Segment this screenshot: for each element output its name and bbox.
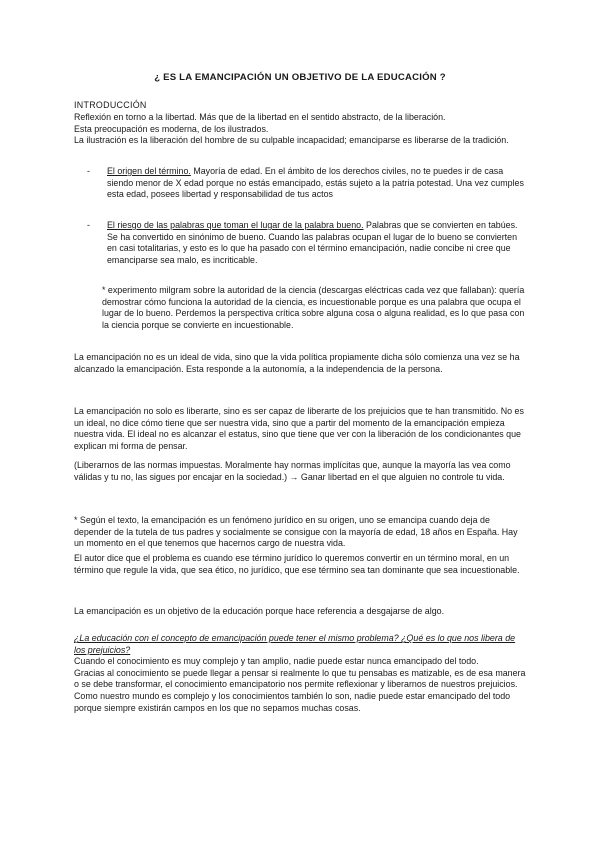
- question-section: [74, 633, 526, 714]
- section-heading: INTRODUCCIÓN: [74, 100, 147, 110]
- note-text: * experimento milgram sobre la autoridad de la ciencia (descargas eléctricas cada vez que fallaban): quería demostrar cómo funciona la autoridad de la ciencia, es incuestionable porque es una palabra que ocupa el lugar de lo bueno. Perdemos la perspectiva crítica sobre alguna cosa o alguna realidad, es lo que pasa con la ciencia porque se convierte en incuestionable.: [102, 285, 525, 330]
- bullet-body: [107, 220, 526, 266]
- bullet-dash: -: [87, 220, 90, 230]
- bullet-body: [107, 166, 526, 201]
- intro-section: [74, 100, 526, 147]
- answer-line: Cuando el conocimiento es muy complejo y tan amplio, nadie puede estar nunca emancipado del todo.: [74, 656, 479, 667]
- intro-line: Esta preocupación es moderna, de los ilustrados.: [74, 123, 269, 134]
- bullet-text: Palabras que se convierten en tabúes. Se ha convertido en sinónimo de bueno. Cuando las palabras ocupan el lugar de lo bueno se convierten en casi totalitarias, y esto es lo que ha pasado con el término emancipación, nadie concibe ni cree que emanciparse sea malo, es incriticable.: [107, 220, 518, 265]
- bullet-heading: El riesgo de las palabras que toman el lugar de la palabra bueno.: [107, 220, 364, 230]
- paragraph: La emancipación no es un ideal de vida, sino que la vida política propiamente dicha sólo comienza una vez se ha alcanzado la emancipación. Esta responde a la autonomía, a la independencia de la persona.: [74, 352, 520, 374]
- bullet-text: Mayoría de edad. En el ámbito de los derechos civiles, no te puedes ir de casa siendo menor de X edad porque no estás emancipado, estás sujeto a la patria potestad. Una vez cumples esta edad, posees libertad y responsabilidad de tus actos: [107, 166, 524, 200]
- answer-line: Gracias al conocimiento se puede llegar a pensar si realmente lo que tu pensabas es matizable, es de esa manera o se debe transformar, el conocimiento emancipatorio nos permite reflexionar y liberarnos de nuestros prejuicios.: [74, 667, 526, 690]
- paragraph: * Según el texto, la emancipación es un fenómeno jurídico en su origen, uno se emancipa cuando deja de depender de la tutela de tus padres y socialmente se consigue con la mayoría de edad, 18 años en España. Hay un momento en el que tenemos que hacernos cargo de nuestra vida.: [74, 515, 518, 549]
- bullet-dash: -: [87, 166, 90, 176]
- intro-line: Reflexión en torno a la libertad. Más que de la libertad en el sentido abstracto, de la liberación.: [74, 112, 446, 123]
- paragraph: La emancipación no solo es liberarte, sino es ser capaz de liberarte de los prejuicios que te han transmitido. No es un ideal, no dice cómo tiene que ser nuestra vida, sino que a partir del momento de la emancipación empieza nuestra vida. El ideal no es alcanzar el estatus, sino que tiene que ver con la liberación de los condicionantes que explican mi forma de pensar.: [74, 406, 524, 451]
- paragraph: El autor dice que el problema es cuando ese término jurídico lo queremos convertir en un término moral, en un término que regule la vida, que sea ético, no jurídico, que ese término sea tan dominante que sea incuestionable.: [74, 553, 520, 575]
- bullet-item: [74, 220, 526, 266]
- bullet-heading: El origen del término.: [107, 166, 191, 176]
- document-title: ¿ ES LA EMANCIPACIÓN UN OBJETIVO DE LA EDUCACIÓN ?: [154, 72, 446, 83]
- answer-line: Como nuestro mundo es complejo y los conocimientos también lo son, nadie puede estar emancipado del todo porque siempre existirán campos en los que no sepamos muchas cosas.: [74, 690, 511, 713]
- paragraph: La emancipación es un objetivo de la educación porque hace referencia a desgajarse de algo.: [74, 606, 445, 616]
- paragraph: (Liberarnos de las normas impuestas. Moralmente hay normas implícitas que, aunque la mayoría las vea como válidas y tu no, las sigues por encajar en la sociedad.) → Ganar libertad en el que alguien no controle tu vida.: [74, 460, 511, 482]
- milgram-note: [74, 285, 526, 331]
- bullet-item: [74, 166, 526, 201]
- intro-line: La ilustración es la liberación del hombre de su culpable incapacidad; emanciparse es liberarse de la tradición.: [74, 135, 509, 146]
- question-text: ¿La educación con el concepto de emancipación puede tener el mismo problema? ¿Qué es lo que nos libera de los prejuicios?: [74, 633, 516, 655]
